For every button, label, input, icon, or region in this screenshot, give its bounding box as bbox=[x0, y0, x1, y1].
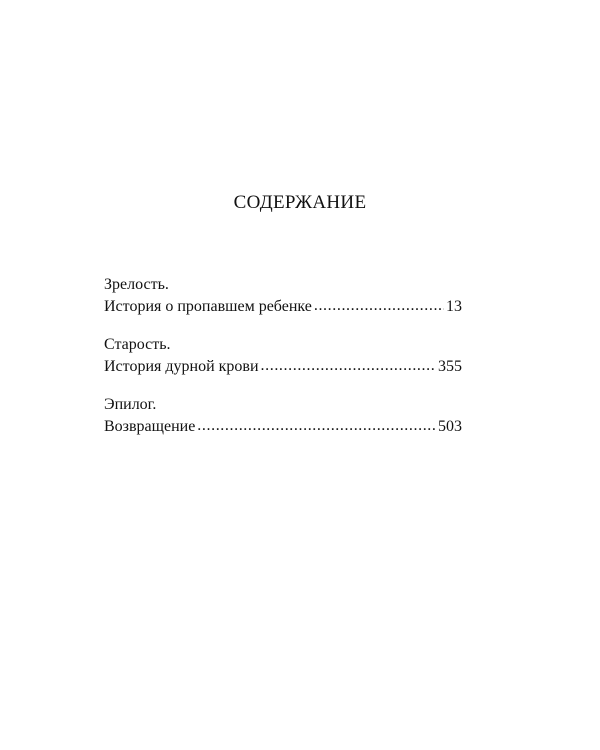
toc-line bbox=[104, 416, 462, 438]
toc-entry bbox=[104, 274, 462, 318]
toc-line bbox=[104, 296, 462, 318]
toc-page-number: 13 bbox=[446, 298, 462, 315]
page-title: СОДЕРЖАНИЕ bbox=[233, 192, 367, 213]
dot-leader bbox=[314, 295, 444, 317]
toc-part-label: Эпилог. bbox=[104, 396, 157, 413]
table-of-contents bbox=[104, 274, 462, 454]
toc-part-label: Старость. bbox=[104, 336, 171, 353]
toc-entry bbox=[104, 334, 462, 378]
toc-page-number: 355 bbox=[438, 358, 462, 375]
dot-leader bbox=[197, 415, 436, 437]
toc-page-number: 503 bbox=[438, 418, 462, 435]
toc-part-label: Зрелость. bbox=[104, 276, 169, 293]
toc-chapter-title: История дурной крови bbox=[104, 358, 259, 375]
toc-entry bbox=[104, 394, 462, 438]
toc-chapter-title: История о пропавшем ребенке bbox=[104, 298, 312, 315]
toc-line bbox=[104, 356, 462, 378]
toc-chapter-title: Возвращение bbox=[104, 418, 196, 435]
dot-leader bbox=[261, 355, 436, 377]
